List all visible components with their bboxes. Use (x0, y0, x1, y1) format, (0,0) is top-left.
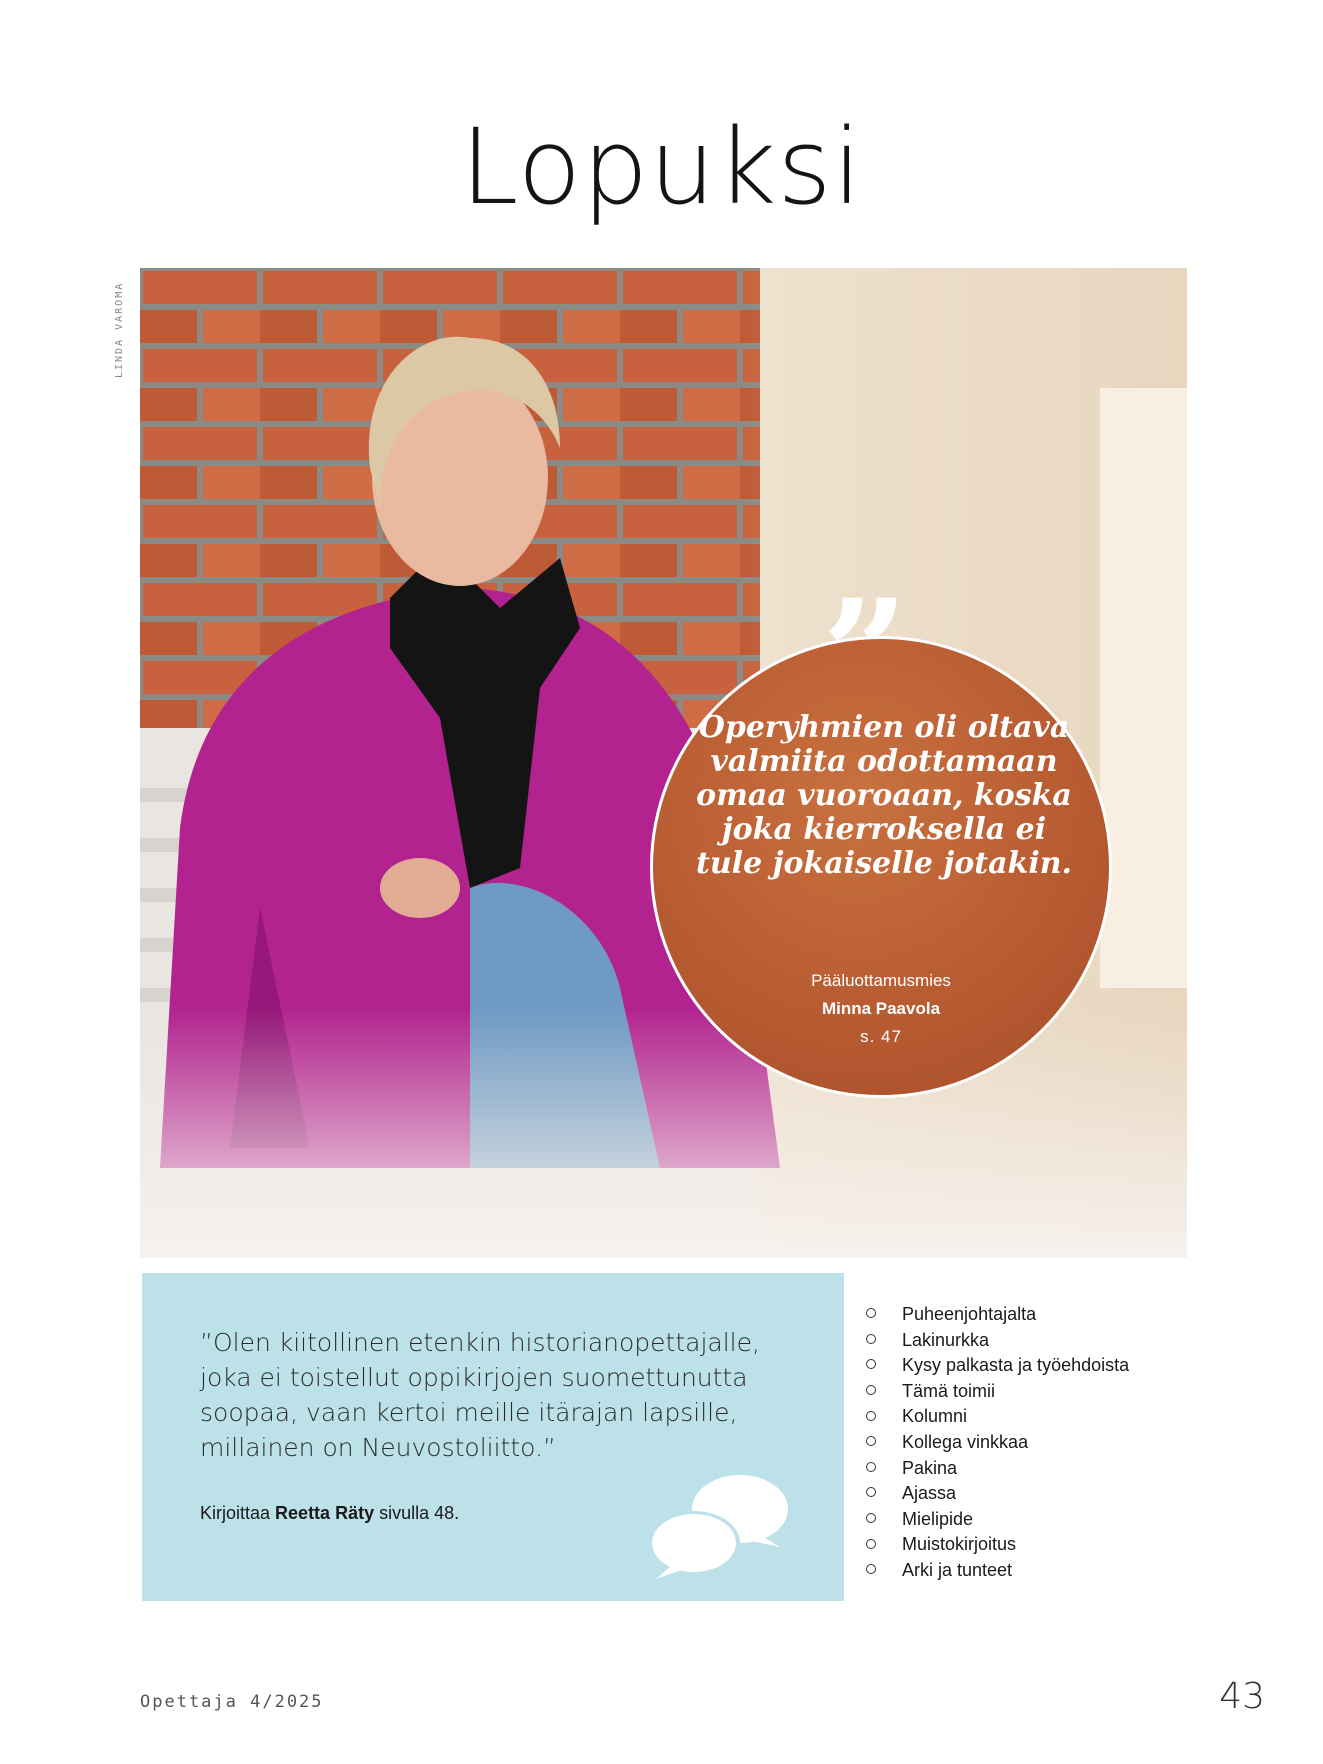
circle-bullet-icon (866, 1513, 876, 1523)
teaser-author-prefix: Kirjoittaa (200, 1503, 271, 1523)
contents-item[interactable]: Arki ja tunteet (866, 1558, 1129, 1584)
teaser-author (200, 1503, 459, 1524)
contents-item[interactable]: Kollega vinkkaa (866, 1430, 1129, 1456)
circle-bullet-icon (866, 1564, 876, 1574)
pull-quote-text: Operyhmien oli oltava valmiita odottamaan omaa vuoroaan, koska joka kierroksella ei tule jokaiselle jotakin. (696, 710, 1072, 881)
circle-bullet-icon (866, 1359, 876, 1369)
contents-item[interactable]: Tämä toimii (866, 1379, 1129, 1405)
circle-bullet-icon (866, 1411, 876, 1421)
contents-item[interactable]: Pakina (866, 1456, 1129, 1482)
photo-credit: LINDA VAROMA (114, 281, 125, 378)
contents-item[interactable]: Kolumni (866, 1404, 1129, 1430)
contents-item[interactable]: Kysy palkasta ja työehdoista (866, 1353, 1129, 1379)
teaser-box (142, 1273, 844, 1601)
footer-publication: Opettaja 4/2025 (140, 1692, 324, 1712)
pull-quote-name: Minna Paavola (821, 999, 941, 1018)
circle-bullet-icon (866, 1436, 876, 1446)
contents-item[interactable]: Muistokirjoitus (866, 1532, 1129, 1558)
contents-list (866, 1302, 1129, 1584)
circle-bullet-icon (866, 1308, 876, 1318)
circle-bullet-icon (866, 1462, 876, 1472)
page-number: 43 (1219, 1676, 1265, 1717)
pull-quote (650, 636, 1112, 1098)
circle-bullet-icon (866, 1385, 876, 1395)
teaser-quote: ”Olen kiitollinen etenkin historianopettajalle, joka ei toistellut oppikirjojen suomettunutta soopaa, vaan kertoi meille itärajan lapsille, millainen on Neuvostoliitto.” (200, 1328, 760, 1462)
contents-item[interactable]: Puheenjohtajalta (866, 1302, 1129, 1328)
contents-item[interactable]: Ajassa (866, 1481, 1129, 1507)
page-title: Lopuksi (460, 106, 863, 228)
speech-bubbles-icon (642, 1463, 792, 1583)
contents-item[interactable]: Lakinurkka (866, 1328, 1129, 1354)
circle-bullet-icon (866, 1334, 876, 1344)
pull-quote-page-ref: s. 47 (860, 1027, 902, 1046)
pull-quote-role: Pääluottamusmies (811, 971, 951, 990)
contents-item[interactable]: Mielipide (866, 1507, 1129, 1533)
teaser-author-name: Reetta Räty (275, 1503, 375, 1523)
teaser-author-suffix: sivulla 48. (379, 1503, 460, 1523)
circle-bullet-icon (866, 1487, 876, 1497)
circle-bullet-icon (866, 1539, 876, 1549)
